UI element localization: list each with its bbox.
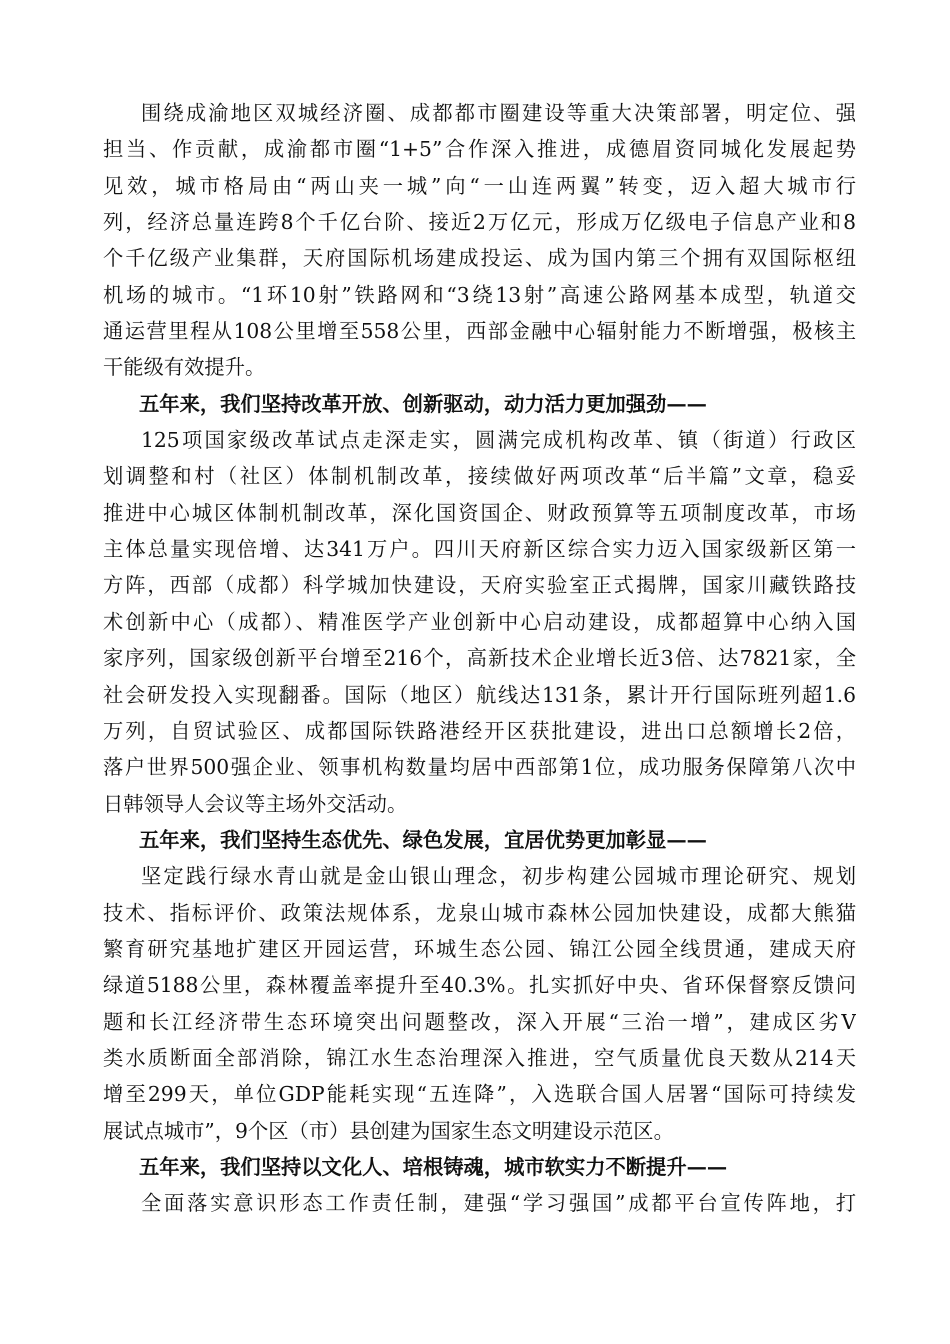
text-line: 增至299天，单位GDP能耗实现“五连降”，入选联合国人居署“国际可持续发 xyxy=(103,1082,856,1107)
text-line: 列，经济总量连跨8个千亿台阶、接近2万亿元，形成万亿级电子信息产业和8 xyxy=(103,210,856,235)
section-heading: 五年来，我们坚持改革开放、创新驱动，动力活力更加强劲—— xyxy=(139,391,707,416)
text-line: 方阵，西部（成都）科学城加快建设，天府实验室正式揭牌，国家川藏铁路技 xyxy=(103,573,856,598)
text-line: 个千亿级产业集群，天府国际机场建成投运、成为国内第三个拥有双国际枢纽 xyxy=(103,246,856,271)
section-heading: 五年来，我们坚持以文化人、培根铸魂，城市软实力不断提升—— xyxy=(139,1154,728,1179)
text-line: 125项国家级改革试点走深走实，圆满完成机构改革、镇（街道）行政区 xyxy=(141,428,856,453)
text-line: 家序列，国家级创新平台增至216个，高新技术企业增长近3倍、达7821家，全 xyxy=(103,646,856,671)
text-line: 万列，自贸试验区、成都国际铁路港经开区获批建设，进出口总额增长2倍， xyxy=(103,718,856,743)
text-line: 绿道5188公里，森林覆盖率提升至40.3%。扎实抓好中央、省环保督察反馈问 xyxy=(103,973,856,998)
text-line: 干能级有效提升。 xyxy=(103,355,266,380)
text-line: 见效，城市格局由“两山夹一城”向“一山连两翼”转变，迈入超大城市行 xyxy=(103,173,856,198)
text-line: 围绕成渝地区双城经济圈、成都都市圈建设等重大决策部署，明定位、强 xyxy=(141,101,856,125)
text-line: 坚定践行绿水青山就是金山银山理念，初步构建公园城市理论研究、规划 xyxy=(141,864,856,889)
document-body xyxy=(103,95,856,1222)
text-line: 主体总量实现倍增、达341万户。四川天府新区综合实力迈入国家级新区第一 xyxy=(103,537,856,562)
text-line: 落户世界500强企业、领事机构数量均居中西部第1位，成功服务保障第八次中 xyxy=(103,755,856,780)
text-line: 展试点城市”，9个区（市）县创建为国家生态文明建设示范区。 xyxy=(103,1118,674,1143)
text-line: 社会研发投入实现翻番。国际（地区）航线达131条，累计开行国际班列超1.6 xyxy=(103,682,856,707)
text-line: 通运营里程从108公里增至558公里，西部金融中心辐射能力不断增强，极核主 xyxy=(103,319,856,344)
text-line: 机场的城市。“1环10射”铁路网和“3绕13射”高速公路网基本成型，轨道交 xyxy=(103,282,856,307)
text-line: 划调整和村（社区）体制机制改革，接续做好两项改革“后半篇”文章，稳妥 xyxy=(103,464,856,489)
text-line: 日韩领导人会议等主场外交活动。 xyxy=(103,791,408,816)
text-line: 全面落实意识形态工作责任制，建强“学习强国”成都平台宣传阵地，打 xyxy=(141,1191,856,1216)
text-line: 类水质断面全部消除，锦江水生态治理深入推进，空气质量优良天数从214天 xyxy=(103,1045,856,1070)
text-line: 繁育研究基地扩建区开园运营，环城生态公园、锦江公园全线贯通，建成天府 xyxy=(103,936,856,961)
text-line: 推进中心城区体制机制改革，深化国资国企、财政预算等五项制度改革，市场 xyxy=(103,500,856,525)
section-heading: 五年来，我们坚持生态优先、绿色发展，宜居优势更加彰显—— xyxy=(139,827,707,852)
text-line: 术创新中心（成都）、精准医学产业创新中心启动建设，成都超算中心纳入国 xyxy=(103,609,856,634)
text-line: 题和长江经济带生态环境突出问题整改，深入开展“三治一增”，建成区劣V xyxy=(103,1009,856,1034)
text-line: 技术、指标评价、政策法规体系，龙泉山城市森林公园加快建设，成都大熊猫 xyxy=(103,900,856,925)
text-line: 担当、作贡献，成渝都市圈“1+5”合作深入推进，成德眉资同城化发展起势 xyxy=(103,137,856,162)
